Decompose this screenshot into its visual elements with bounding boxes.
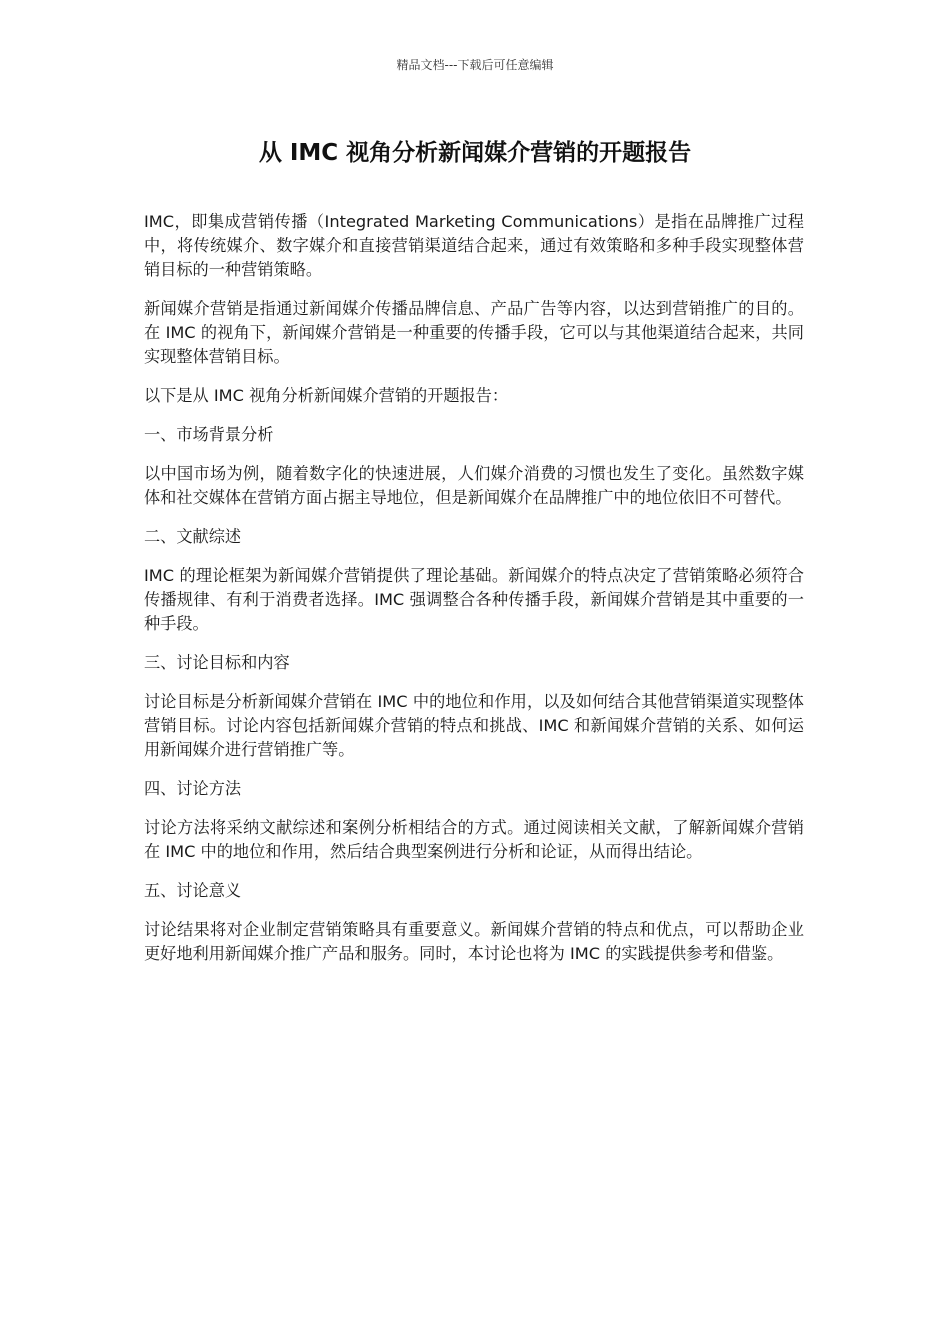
paragraph-goals-content: 讨论目标是分析新闻媒介营销在 IMC 中的地位和作用，以及如何结合其他营销渠道实现整体营销目标。讨论内容包括新闻媒介营销的特点和挑战、IMC 和新闻媒介营销的关系、如何运用新闻媒介进行营销推广等。: [144, 692, 804, 759]
section-heading-literature-review: 二、文献综述: [144, 527, 242, 546]
paragraph-news-media-marketing: 新闻媒介营销是指通过新闻媒介传播品牌信息、产品广告等内容，以达到营销推广的目的。在 IMC 的视角下，新闻媒介营销是一种重要的传播手段，它可以与其他渠道结合起来，共同实现整体营销目标。: [144, 299, 804, 366]
section-heading-significance: 五、讨论意义: [144, 881, 242, 900]
page-header: 精品文档---下载后可任意编辑: [396, 58, 554, 72]
section-heading-goals-content: 三、讨论目标和内容: [144, 653, 290, 672]
document-title: 从 IMC 视角分析新闻媒介营销的开题报告: [258, 140, 692, 166]
paragraph-significance: 讨论结果将对企业制定营销策略具有重要意义。新闻媒介营销的特点和优点，可以帮助企业更好地利用新闻媒介推广产品和服务。同时，本讨论也将为 IMC 的实践提供参考和借鉴。: [144, 920, 804, 963]
section-heading-market-background: 一、市场背景分析: [144, 425, 274, 444]
paragraph-methods: 讨论方法将采纳文献综述和案例分析相结合的方式。通过阅读相关文献，了解新闻媒介营销在 IMC 中的地位和作用，然后结合典型案例进行分析和论证，从而得出结论。: [144, 818, 804, 861]
section-heading-methods: 四、讨论方法: [144, 779, 242, 798]
paragraph-imc-definition: IMC，即集成营销传播（Integrated Marketing Communications）是指在品牌推广过程中，将传统媒介、数字媒介和直接营销渠道结合起来，通过有效策略和多种手段实现整体营销目标的一种营销策略。: [144, 212, 804, 279]
paragraph-literature-review: IMC 的理论框架为新闻媒介营销提供了理论基础。新闻媒介的特点决定了营销策略必须符合传播规律、有利于消费者选择。IMC 强调整合各种传播手段，新闻媒介营销是其中重要的一种手段。: [144, 566, 804, 633]
paragraph-market-background: 以中国市场为例，随着数字化的快速进展，人们媒介消费的习惯也发生了变化。虽然数字媒体和社交媒体在营销方面占据主导地位，但是新闻媒介在品牌推广中的地位依旧不可替代。: [144, 464, 804, 507]
paragraph-intro: 以下是从 IMC 视角分析新闻媒介营销的开题报告：: [144, 386, 509, 405]
document-body: [144, 210, 804, 981]
